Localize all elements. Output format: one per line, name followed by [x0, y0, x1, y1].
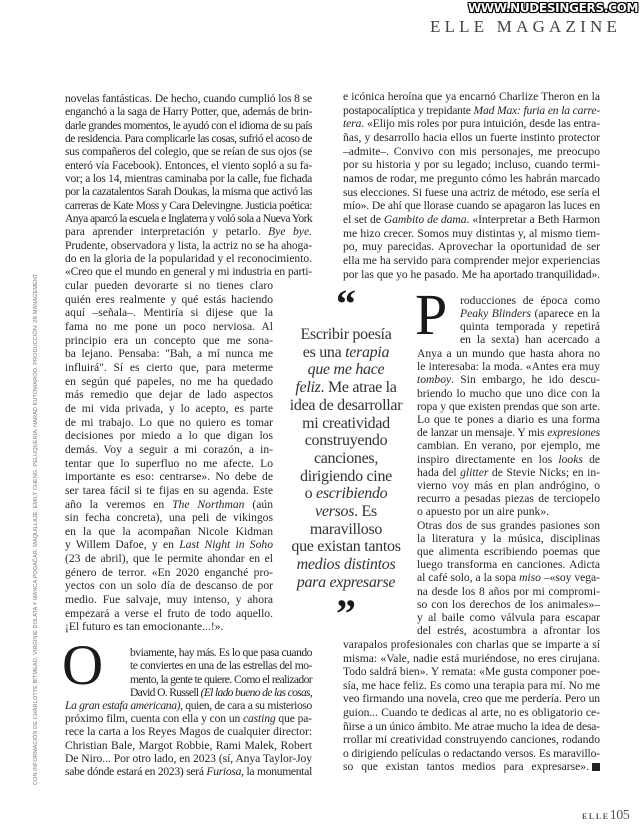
text-line [65, 457, 273, 471]
text-line [417, 519, 600, 532]
article-column-left-bottom [65, 699, 312, 778]
italic-title: Last Night in Soho [179, 538, 273, 552]
text-segment: sabe dónde estará en 2023) será [65, 765, 207, 779]
text-segment: ropa y que existen prendas que son arte. [417, 399, 600, 413]
text-segment: sus elecciones. Si fuese una actriz de método, ese sería el [343, 185, 600, 199]
text-segment: o dirigiendo películas o redactando versos. Es maravillo- [343, 746, 600, 760]
drop-cap: O [62, 634, 104, 697]
text-line [65, 347, 273, 361]
text-line [417, 532, 600, 545]
text-line [417, 347, 600, 360]
text-segment: el set de [343, 212, 384, 226]
text-segment: , la monumental [241, 765, 312, 779]
text-segment: veo firmando una novela, creo que me perdería. Pero un [343, 692, 600, 706]
text-segment: De Niro... Por otro lado, en 2023 (sí, Anya Taylor-Joy [65, 751, 312, 765]
text-line [65, 484, 273, 498]
text-segment: me hizo crecer. Somos muy distintas y, al mismo tiem- [343, 226, 600, 240]
pull-quote-line [276, 415, 416, 433]
text-segment: so que existan tantos medios para expresarse». [343, 760, 589, 774]
text-segment: Christian Bale, Margot Robbie, Rami Malek, Robert [65, 738, 312, 752]
text-line [343, 158, 600, 172]
text-line [65, 498, 273, 512]
italic-title: que me hace [307, 361, 385, 379]
text-line [65, 579, 273, 593]
text-line [65, 525, 273, 539]
end-mark-icon [592, 763, 600, 771]
text-segment: canciones, [313, 449, 379, 467]
pull-quote-line [276, 556, 416, 574]
text-segment: de mi vida privada, y lo acepto, es parte [65, 401, 273, 415]
text-segment: roducciones de época como [460, 294, 600, 307]
text-segment: do en la gloria de la popularidad y el reconocimiento. [65, 252, 312, 266]
text-segment: la literatura y la música, disciplinas [417, 531, 600, 545]
text-line [343, 90, 600, 104]
text-segment: ba lejano. Pensaba: "Bah, a mí nunca me [65, 347, 273, 361]
text-segment: de Stevie Nicks; en in- [488, 465, 600, 479]
pull-quote-line [276, 397, 416, 415]
text-segment: construyendo [304, 432, 388, 450]
text-line [65, 402, 273, 416]
text-line [65, 132, 312, 145]
text-segment: . Sin embargo, he ido descu- [451, 373, 600, 387]
italic-title: versos [315, 503, 355, 521]
text-segment: medio. Fue salvaje, muy intenso, y ahora [65, 593, 273, 607]
text-line [417, 585, 600, 598]
text-line [417, 453, 600, 466]
text-line [343, 172, 600, 186]
text-segment: por las que yo he pasado. Me ha aportado tranquilidad». [343, 267, 600, 281]
text-segment: año la veremos en [65, 497, 173, 511]
text-line [65, 320, 273, 334]
text-line [417, 611, 600, 624]
italic-title: Bye bye. [268, 225, 312, 239]
text-segment: . Me atrae la [320, 379, 397, 397]
italic-title: glitter [460, 465, 489, 479]
text-segment: Anya aparcó la escuela e Inglaterra y voló sola a Nueva York [65, 212, 312, 226]
text-line [65, 293, 273, 307]
text-segment: «Creo que el mundo en general y mi industria en parti- [65, 265, 312, 279]
text-line [65, 416, 273, 430]
text-line [130, 659, 312, 672]
text-line [65, 699, 312, 712]
italic-title: Mad Max: furia en la carre- [473, 103, 600, 117]
text-line [343, 240, 600, 254]
text-segment: más remedio que dejar de lado aspectos [65, 388, 273, 402]
text-line [65, 511, 273, 525]
text-segment: importante es eso: centrarse». No debe de [65, 470, 273, 484]
text-line [343, 679, 600, 693]
photo-credits: CON INFORMACIÓN DE CHARLOTTE BITMEAD. VIRGINIE DOLATA Y MANCA POGAČAR. MAQUILLAJE: EMILY CHENG. PELUQUERÍA: NARAD KUTOWAROO. PRODUCCIÓN: 2B MANAGEMENT. [33, 272, 39, 785]
text-line [65, 92, 312, 105]
text-segment: que alimenta escribiendo poemas que [417, 545, 600, 559]
text-segment: mi creatividad [302, 414, 390, 432]
text-line [417, 400, 600, 413]
text-segment: próximo film, cuenta con ella y con un [65, 712, 244, 726]
text-segment: namos de rodar, me pregunto cómo les habrán marcado [343, 171, 600, 185]
text-segment: varapalos profesionales con charlas que se imparte a sí [343, 638, 600, 651]
text-segment: ser tarea fácil si te fijas en su agenda. Este [65, 483, 273, 497]
pull-quote-line [276, 521, 416, 539]
text-line [417, 545, 600, 558]
text-segment: Anya a un mundo que hasta ahora no [417, 347, 600, 360]
masthead: ELLE MAGAZINE [430, 17, 622, 36]
text-segment: sía, me hace feliz. Es como una terapia para mí. No me [343, 678, 600, 692]
italic-title: Gambito de dama [383, 212, 467, 226]
text-segment: , quien, de cara a su misterioso [180, 699, 312, 712]
text-segment: de lanzar un mensaje. Y mis [417, 426, 548, 440]
italic-title: expresiones [547, 426, 600, 440]
text-segment: vor; a los 14, mientras caminaba por la calle, fue fichada [65, 172, 312, 186]
pull-quote-line [276, 468, 416, 486]
text-line [417, 360, 600, 373]
article-column-right-bottom [343, 638, 600, 774]
italic-title: Peaky Blinders [460, 306, 532, 320]
text-line [343, 747, 600, 761]
text-line [343, 665, 600, 679]
italic-title: para expresarse [296, 573, 396, 591]
text-segment: influirá". Sí es cierto que, para meterme [65, 360, 273, 374]
italic-title: feliz [295, 379, 321, 397]
text-segment: Todo saldrá bien». Y remata: «Me gusta componer poe- [343, 665, 600, 679]
text-line [65, 172, 312, 185]
text-line [65, 119, 312, 132]
pull-quote-line [276, 326, 416, 344]
text-segment: fama no me pone un poco nerviosa. Al [65, 319, 273, 333]
text-line [65, 239, 312, 252]
text-segment: briendo lo mucho que uno dice con la [417, 386, 600, 400]
text-line [65, 725, 312, 738]
text-segment: quién eres realmente y qué estás haciendo [65, 292, 273, 306]
italic-title: (El lado bueno de las cosas, [200, 685, 313, 699]
text-segment: por la cazatalentos Sarah Doukas, la misma que activó las [65, 185, 312, 199]
text-segment: misma: «Vale, nadie está muriéndose, no eres cirujana. [343, 651, 600, 665]
text-segment: empezará a verse el fruto de todo aquello. [65, 606, 273, 620]
text-segment: es una [302, 343, 346, 361]
text-segment: cular pueden devorarte si no tienes claro [65, 279, 273, 292]
italic-title: casting [243, 712, 276, 726]
pull-quote-text [276, 326, 416, 592]
text-segment: de mi trabajo. Lo que no quiero es tomar [65, 415, 273, 429]
text-line [65, 566, 273, 580]
text-segment: ñirse a un único ámbito. Me atrae mucho la idea de desa- [343, 719, 600, 733]
text-line [343, 760, 600, 774]
text-segment: bviamente, hay más. Es lo que pasa cuando [130, 646, 312, 659]
text-line [343, 652, 600, 666]
pull-quote [276, 282, 416, 636]
text-segment: yectos con un solo día de descanso de por [65, 579, 273, 593]
text-line [417, 426, 600, 439]
text-segment: y al baile como válvula para escapar [417, 611, 600, 625]
text-line [417, 373, 600, 386]
text-segment: Lo que te pones a diario es una forma [417, 413, 600, 427]
text-segment: maravilloso [309, 520, 383, 538]
text-segment: luego transforma en canciones. Adicta [417, 558, 600, 572]
text-line [65, 752, 312, 765]
text-segment: postapocalíptica y trepidante [343, 103, 474, 117]
text-line [343, 638, 600, 652]
text-segment: (23 de abril), que le permite ahondar en el [65, 552, 273, 566]
article-column-left-dropcap-lines [130, 646, 312, 699]
text-line [65, 159, 312, 172]
text-line [65, 252, 312, 265]
pull-quote-line [276, 574, 416, 592]
text-line [343, 117, 600, 131]
text-line [460, 334, 600, 347]
text-line [343, 186, 600, 200]
text-line [343, 145, 600, 159]
text-line [65, 212, 312, 225]
text-segment: que existan tantos [291, 538, 401, 556]
text-segment: le interesaba: la moda. «Antes era muy [417, 360, 600, 374]
text-segment: demás. Voy a seguir a mi corazón, a in- [65, 442, 273, 456]
text-segment: David O. Russell [130, 685, 201, 699]
text-line [343, 254, 600, 268]
text-segment: . «Elijo mis roles por pura intuición, desde las entra- [361, 117, 600, 131]
italic-title: Furiosa [206, 765, 242, 779]
footer-brand: ELLE [582, 812, 610, 821]
text-segment: (aparece en la [531, 306, 600, 320]
text-segment: género de terror. «En 2020 enganché pro- [65, 565, 273, 579]
text-segment: de [582, 452, 601, 466]
watermark: WWW.NUDESINGERS.COM [468, 1, 639, 15]
text-segment: enganchó a la saga de Harry Potter, que, además de brin- [65, 105, 312, 119]
text-line [65, 334, 273, 348]
text-segment: y Willem Dafoe, y en [65, 538, 180, 552]
text-line [65, 105, 312, 118]
text-line [65, 225, 312, 238]
text-segment: ¡El futuro es tan emocionante...!». [65, 620, 224, 634]
pull-quote-line [276, 450, 416, 468]
text-segment: rece la carta a los Reyes Magos de cualquier director: [65, 725, 312, 739]
text-line [343, 692, 600, 706]
text-segment: o apuesto por un aire punk». [417, 505, 550, 519]
text-line [417, 413, 600, 426]
text-line [65, 552, 273, 566]
article-column-left-top [65, 92, 312, 279]
text-segment: . «Interpretar a Beth Harmon [466, 212, 601, 226]
text-line [65, 361, 273, 375]
text-segment: inspiro directamente en los [417, 452, 559, 466]
text-line [65, 199, 312, 212]
text-line [65, 620, 273, 634]
pull-quote-line [276, 485, 416, 503]
pull-quote-line [276, 344, 416, 362]
text-line [65, 306, 273, 320]
text-segment: aquí –señala–. Mentiría si dijese que la [65, 306, 273, 320]
text-segment: carreras de Kate Moss y Cara Delevingne. Justicia poética: [65, 198, 312, 212]
text-segment: hada del [417, 465, 461, 479]
text-segment: sus compañeros del colegio, que se reían de sus ojos (se [65, 145, 312, 159]
text-line [417, 505, 600, 518]
text-line [65, 607, 273, 621]
text-line [130, 646, 312, 659]
italic-title: The Northman [172, 497, 245, 511]
text-segment: al café solo, a la sopa [417, 571, 520, 585]
text-segment: por su historia y por su legado; incluso, cuando termi- [343, 158, 600, 172]
text-segment: –admite–. Convivo con mis personajes, me preocupo [343, 144, 600, 158]
page-number: 105 [609, 808, 630, 823]
text-line [343, 706, 600, 720]
text-segment: dirigiendo cine [300, 467, 392, 485]
text-line [343, 131, 600, 145]
close-quote-icon: ” [336, 590, 356, 636]
text-line [65, 765, 312, 778]
text-line [130, 686, 312, 699]
text-segment: en la sexta) han acercado a [460, 332, 600, 346]
pull-quote-line [276, 503, 416, 521]
text-line [343, 104, 600, 118]
pull-quote-line [276, 379, 416, 397]
text-segment: na desde los 8 años por mi compromi- [417, 584, 600, 598]
text-segment: sin fecha concreta), una peli de vikingos [65, 511, 273, 525]
italic-title: looks [558, 452, 583, 466]
text-segment: ella me ha servido para comprender mejor experiencias [343, 253, 600, 267]
text-line [65, 429, 273, 443]
text-line [65, 443, 273, 457]
article-column-right-narrow [417, 347, 600, 637]
text-line [65, 593, 273, 607]
text-segment: o [304, 485, 317, 503]
text-line [417, 558, 600, 571]
article-column-left-narrow [65, 279, 273, 634]
text-line [65, 470, 273, 484]
open-quote-icon: “ [336, 281, 356, 326]
text-segment: po, muy parecidas. Aprovechar la oportunidad de ser [343, 240, 600, 254]
text-line [65, 279, 273, 293]
text-line [343, 733, 600, 747]
text-segment: . Es [354, 503, 377, 521]
text-segment: so con los derechos de los animales»– [417, 597, 600, 611]
text-segment: del estrés, acostumbra a afrontar los [417, 624, 600, 638]
text-line [417, 624, 600, 637]
text-line [417, 466, 600, 479]
italic-title: medios distintos [296, 556, 396, 574]
text-segment: enteró vía Facebook). Entonces, el viento sopló a su fa- [65, 158, 312, 172]
text-segment: decisiones por miedo a lo que digan los [65, 429, 273, 443]
text-segment: idea de desarrollar [289, 396, 403, 414]
text-line [417, 492, 600, 505]
text-segment: recurro a pesadas piezas de terciopelo [417, 492, 600, 506]
text-line [417, 598, 600, 611]
text-segment: quinta temporada y repetirá [460, 319, 600, 333]
text-line [343, 227, 600, 241]
italic-title: tera [343, 117, 362, 131]
text-line [417, 439, 600, 452]
text-line [417, 571, 600, 584]
text-segment: de residencia. Para complicarle las cosas, sufrió el acoso de [65, 132, 312, 146]
text-segment: darle grandes momentos, le ayudó con el idioma de su país [65, 118, 312, 132]
text-segment: que pa- [275, 712, 312, 726]
text-segment: en la que la acompañan Nicole Kidman [65, 524, 273, 538]
text-segment: guion... Cuando te dedicas al arte, no es obligatorio ce- [343, 705, 600, 719]
text-segment: Escribir poesía [300, 326, 392, 343]
text-line [343, 213, 600, 227]
text-line [65, 712, 312, 725]
text-segment: para aprender interpretación y petarlo. [65, 225, 269, 239]
text-line [65, 375, 273, 389]
text-segment: tentar que lo superfluo no me afecte. Lo [65, 456, 273, 470]
text-line [65, 265, 312, 278]
text-line [417, 479, 600, 492]
pull-quote-line [276, 538, 416, 556]
text-line [65, 388, 273, 402]
text-line [343, 268, 600, 282]
italic-title: escribiendo [316, 485, 388, 503]
pull-quote-line [276, 432, 416, 450]
text-segment: vierno voy más en plan andrógino, o [417, 479, 600, 493]
text-line [65, 538, 273, 552]
italic-title: La gran estafa americana) [65, 699, 181, 712]
text-line [343, 199, 600, 213]
text-segment: e icónica heroína que ya encarnó Charlize Theron en la [343, 90, 600, 103]
text-segment: mío». De ahí que llorase cuando se apagaron las luces en [343, 199, 600, 213]
text-segment: principio era un concepto que me sona- [65, 333, 273, 347]
text-segment: Prudente, observadora y lista, la actriz no se ha ahoga- [65, 238, 312, 252]
text-segment: (aún [244, 497, 273, 511]
text-segment: –«soy vega- [540, 571, 600, 585]
drop-cap: P [415, 282, 448, 347]
article-column-right-top [343, 90, 600, 281]
text-line [65, 185, 312, 198]
text-line [65, 739, 312, 752]
text-segment: te conviertes en una de las estrellas del mo- [130, 659, 312, 673]
italic-title: miso [519, 571, 541, 585]
pull-quote-line [276, 361, 416, 379]
text-segment: cambian. En verano, por ejemplo, me [417, 439, 600, 453]
italic-title: tomboy [417, 373, 452, 387]
text-segment: ñas, y desarrollo hacia ellos un fuerte instinto protector [343, 130, 600, 144]
text-line [343, 720, 600, 734]
text-segment: Otras dos de sus grandes pasiones son [417, 518, 600, 532]
italic-title: terapia [345, 343, 390, 361]
page-footer [582, 806, 629, 824]
article-column-right-dropcap-lines [460, 295, 600, 347]
text-segment: rrollar mi creatividad construyendo canciones, rodando [343, 733, 600, 747]
text-line [65, 145, 312, 158]
text-segment: novelas fantásticas. De hecho, cuando cumplió los 8 se [65, 92, 312, 105]
text-segment: en según qué papeles, no me ha quedado [65, 374, 273, 388]
text-segment: mento, la gente te quiere. Como el realizador [130, 672, 312, 686]
text-line [130, 673, 312, 686]
text-line [417, 387, 600, 400]
